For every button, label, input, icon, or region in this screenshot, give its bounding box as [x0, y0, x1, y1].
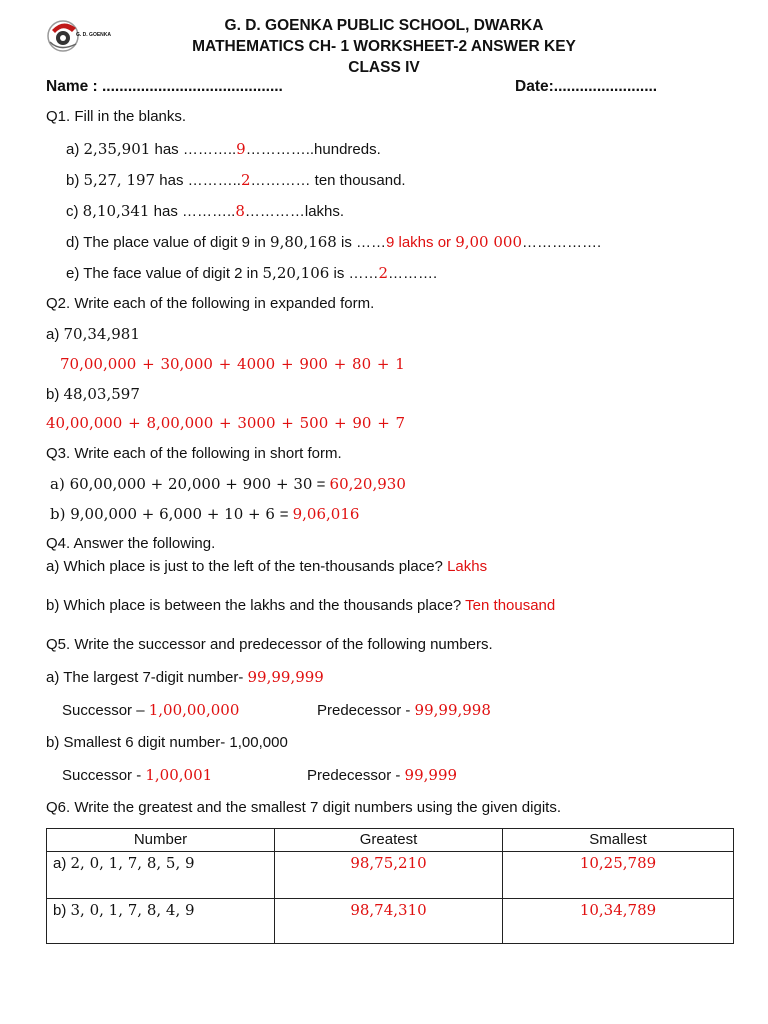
q1-c-answer: 8 — [235, 202, 245, 220]
q1-d-answer-2: 9,00 000 — [455, 233, 522, 251]
table-cell-greatest: 98,75,210 — [275, 852, 503, 899]
school-name: G. D. GOENKA PUBLIC SCHOOL, DWARKA — [224, 17, 544, 34]
q2-a-answer: 70,00,000 + 30,000 + 4000 + 900 + 80 + 1 — [60, 355, 405, 373]
q1-a-answer: 9 — [236, 140, 246, 158]
name-field: Name : .......................................... — [46, 78, 283, 95]
q4-item-b: b) Which place is between the lakhs and the thousands place? Ten thousand — [46, 597, 556, 614]
date-field: Date:........................ — [515, 78, 658, 95]
q2-title: Q2. Write each of the following in expanded form. — [46, 295, 375, 312]
q3-item-b: b) 9,00,000 + 6,000 + 10 + 6 = 9,06,016 — [50, 505, 360, 523]
q1-item-d: d) The place value of digit 9 in 9,80,168 is ……9 lakhs or 9,00 000……………. — [66, 233, 602, 251]
q5-b-predecessor: Predecessor - 99,999 — [307, 766, 458, 784]
logo-text: G. D. GOENKA — [76, 32, 112, 38]
q1-d-answer: 9 lakhs or — [386, 234, 456, 251]
q5-a-successor-answer: 1,00,00,000 — [148, 701, 240, 719]
table-header-greatest: Greatest — [275, 829, 503, 852]
table-header-row — [47, 829, 734, 852]
table-cell-greatest: 98,74,310 — [275, 899, 503, 944]
q2-item-b: b) 48,03,597 — [46, 385, 140, 403]
q1-item-b: b) 5,27, 197 has ………..2………… ten thousand. — [66, 171, 406, 189]
q3-b-answer: 9,06,016 — [292, 505, 360, 523]
q5-title: Q5. Write the successor and predecessor of the following numbers. — [46, 636, 493, 653]
q1-text: Fill in the blanks. — [70, 108, 187, 125]
q1-e-answer: 2 — [378, 264, 389, 282]
worksheet-title: MATHEMATICS CH- 1 WORKSHEET-2 ANSWER KEY — [192, 38, 576, 55]
q4-a-answer: Lakhs — [447, 558, 488, 575]
q1-item-a: a) 2,35,901 has ………..9…………..hundreds. — [66, 140, 381, 158]
q2-item-a: a) 70,34,981 — [46, 325, 140, 343]
q2-b-answer: 40,00,000 + 8,00,000 + 3000 + 500 + 90 + 7 — [46, 414, 406, 432]
q5-b-predecessor-answer: 99,999 — [404, 766, 458, 784]
q5-b-successor: Successor - 1,00,001 — [62, 766, 213, 784]
q3-item-a: a) 60,00,000 + 20,000 + 900 + 30 = 60,20,930 — [50, 475, 406, 493]
table-cell-number: b) 3, 0, 1, 7, 8, 4, 9 — [47, 899, 275, 944]
q5-a-predecessor-answer: 99,99,998 — [414, 701, 491, 719]
q5-a-successor: Successor – 1,00,00,000 — [62, 701, 240, 719]
class-label: CLASS IV — [348, 59, 420, 76]
table-header-smallest: Smallest — [503, 829, 734, 852]
q6-title: Q6. Write the greatest and the smallest 7 digit numbers using the given digits. — [46, 799, 561, 816]
digits-table — [46, 828, 734, 944]
q5-a-predecessor: Predecessor - 99,99,998 — [317, 701, 491, 719]
table-cell-smallest: 10,25,789 — [503, 852, 734, 899]
q5-a-number: 99,99,999 — [247, 668, 324, 686]
q4-item-a: a) Which place is just to the left of the ten-thousands place? Lakhs — [46, 558, 488, 575]
q1-item-c: c) 8,10,341 has ………..8…………lakhs. — [66, 202, 345, 220]
q4-b-answer: Ten thousand — [465, 597, 556, 614]
q1-item-e: e) The face value of digit 2 in 5,20,106 is ……2………. — [66, 264, 438, 282]
table-row — [47, 899, 734, 944]
table-cell-smallest: 10,34,789 — [503, 899, 734, 944]
q3-a-answer: 60,20,930 — [329, 475, 406, 493]
q3-title: Q3. Write each of the following in short form. — [46, 445, 342, 462]
q1-b-answer: 2 — [240, 171, 251, 189]
q5-b-successor-answer: 1,00,001 — [145, 766, 213, 784]
q5-item-a: a) The largest 7-digit number- 99,99,999 — [46, 668, 324, 686]
table-header-number: Number — [47, 829, 275, 852]
q5-item-b: b) Smallest 6 digit number- 1,00,000 — [46, 734, 288, 751]
q1-number: Q1. — [46, 108, 71, 125]
table-cell-number: a) 2, 0, 1, 7, 8, 5, 9 — [47, 852, 275, 899]
q1-title — [46, 108, 186, 125]
q4-title: Q4. Answer the following. — [46, 535, 216, 552]
table-row — [47, 852, 734, 899]
